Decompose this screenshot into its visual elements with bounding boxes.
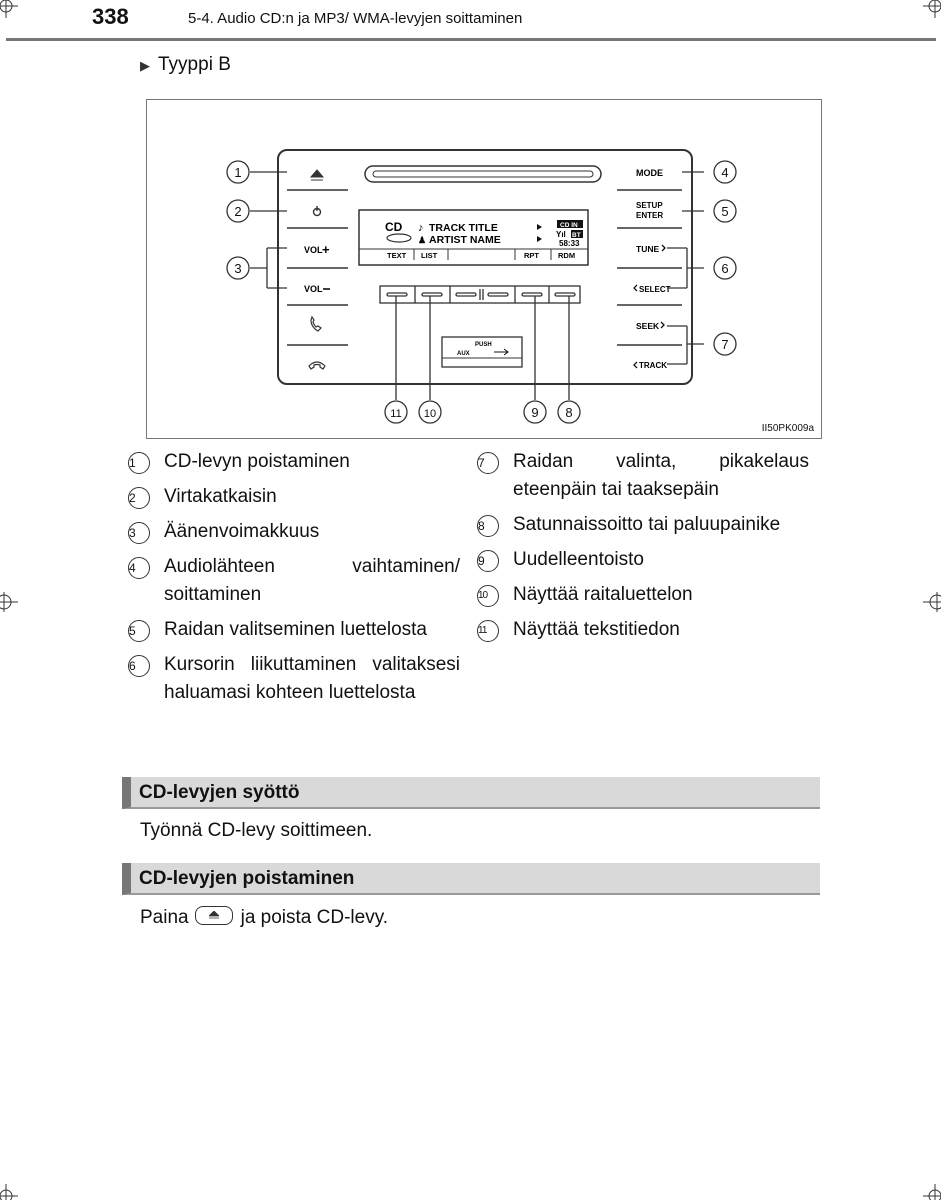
callout-5 bbox=[714, 200, 736, 222]
callout-2 bbox=[227, 200, 249, 222]
legend-item: 6 Kursorin liikuttaminen valitaksesi haluamasi kohteen luettelosta bbox=[129, 654, 460, 703]
legend-item: 2 Virtakatkaisin bbox=[129, 486, 277, 507]
svg-text:+: + bbox=[322, 242, 330, 257]
svg-text:TRACK TITLE: TRACK TITLE bbox=[429, 222, 498, 234]
svg-text:4: 4 bbox=[721, 165, 729, 180]
track-button[interactable] bbox=[634, 361, 667, 370]
variant-label bbox=[140, 54, 231, 76]
crop-mark-mid-left bbox=[0, 590, 20, 614]
cd-slot bbox=[365, 166, 601, 182]
enter-button[interactable]: ENTER bbox=[636, 211, 664, 220]
svg-text:RPT: RPT bbox=[524, 251, 539, 260]
svg-text:SELECT: SELECT bbox=[639, 285, 671, 294]
triangle-bullet-icon: ▶ bbox=[140, 58, 150, 73]
lcd-display bbox=[359, 210, 588, 265]
svg-text:AUX: AUX bbox=[457, 351, 470, 357]
rpt-softkey[interactable] bbox=[522, 293, 542, 296]
header-rule bbox=[6, 38, 936, 41]
svg-text:58:33: 58:33 bbox=[559, 239, 580, 248]
svg-text:6: 6 bbox=[721, 261, 729, 276]
callout-7 bbox=[714, 333, 736, 355]
callout-4 bbox=[714, 161, 736, 183]
svg-text:RDM: RDM bbox=[558, 251, 576, 260]
crop-mark-mid-right bbox=[921, 590, 941, 614]
svg-text:2: 2 bbox=[234, 204, 242, 219]
svg-text:TUNE: TUNE bbox=[636, 244, 660, 254]
callout-6 bbox=[714, 257, 736, 279]
text-softkey[interactable] bbox=[387, 293, 407, 296]
eject-button-icon bbox=[195, 906, 233, 925]
section-header-title: 5-4. Audio CD:n ja MP3/ WMA-levyjen soittaminen bbox=[188, 10, 523, 27]
vol-up-button[interactable] bbox=[304, 242, 330, 257]
svg-text:CD: CD bbox=[385, 220, 403, 234]
svg-text:3: 3 bbox=[234, 261, 242, 276]
setup-button[interactable]: SETUP bbox=[636, 201, 663, 210]
callout-11 bbox=[385, 401, 407, 423]
mode-button[interactable]: MODE bbox=[636, 168, 663, 178]
callout-8 bbox=[558, 401, 580, 423]
svg-text:8: 8 bbox=[565, 405, 573, 420]
callout-10 bbox=[419, 401, 441, 423]
page-number: 338 bbox=[92, 4, 129, 29]
svg-text:PUSH: PUSH bbox=[475, 342, 492, 348]
svg-text:♪: ♪ bbox=[418, 222, 424, 234]
svg-text:TEXT: TEXT bbox=[387, 251, 407, 260]
svg-text:1: 1 bbox=[234, 165, 242, 180]
legend-item: 10 Näyttää raitaluettelon bbox=[478, 584, 693, 605]
svg-text:5: 5 bbox=[721, 204, 729, 219]
select-button[interactable] bbox=[634, 285, 671, 294]
callout-9 bbox=[524, 401, 546, 423]
svg-text:BT: BT bbox=[572, 232, 581, 239]
svg-text:♟: ♟ bbox=[418, 235, 427, 245]
legend-item: 3 Äänenvoimakkuus bbox=[129, 521, 320, 542]
legend-item: 4 Audiolähteen vaihtaminen/ soittaminen bbox=[129, 556, 460, 605]
figure-code: II50PK009a bbox=[761, 423, 814, 434]
legend-item: 7 Raidan valinta, pikakelaus eteenpäin tai taaksepäin bbox=[478, 451, 809, 500]
legend-left-column bbox=[128, 448, 460, 714]
svg-text:CD IN: CD IN bbox=[560, 222, 578, 229]
svg-text:7: 7 bbox=[721, 337, 729, 352]
list-softkey[interactable] bbox=[422, 293, 442, 296]
usb-aux-port[interactable] bbox=[442, 337, 522, 367]
svg-text:SEEK: SEEK bbox=[636, 321, 660, 331]
svg-text:ARTIST NAME: ARTIST NAME bbox=[429, 234, 501, 246]
svg-text:VOL: VOL bbox=[304, 284, 323, 294]
legend-item: 8 Satunnaissoitto tai paluupainike bbox=[478, 514, 781, 535]
section-heading-eject: CD-levyjen poistaminen bbox=[122, 863, 820, 895]
crop-mark-top-left bbox=[0, 0, 20, 20]
audio-unit-diagram bbox=[147, 100, 821, 438]
crop-mark-bottom-left bbox=[0, 1180, 20, 1200]
variant-text: Tyyppi B bbox=[158, 54, 231, 75]
svg-text:9: 9 bbox=[531, 405, 539, 420]
section-body-insert: Työnnä CD-levy soittimeen. bbox=[140, 820, 373, 841]
svg-text:Yıl: Yıl bbox=[556, 230, 566, 239]
callout-1 bbox=[227, 161, 249, 183]
legend-item: 11 Näyttää tekstitiedon bbox=[478, 619, 680, 640]
section-heading-insert: CD-levyjen syöttö bbox=[122, 777, 820, 809]
legend-right-column bbox=[477, 448, 809, 651]
callout-3 bbox=[227, 257, 249, 279]
svg-text:TRACK: TRACK bbox=[639, 361, 667, 370]
svg-text:10: 10 bbox=[423, 408, 437, 420]
svg-text:LIST: LIST bbox=[421, 251, 438, 260]
legend-item: 1 CD-levyn poistaminen bbox=[129, 451, 350, 472]
svg-text:11: 11 bbox=[390, 408, 402, 420]
legend-item: 5 Raidan valitseminen luettelosta bbox=[129, 619, 427, 640]
audio-unit-figure bbox=[146, 99, 822, 439]
svg-text:VOL: VOL bbox=[304, 245, 323, 255]
rdm-softkey[interactable] bbox=[555, 293, 575, 296]
legend-item: 9 Uudelleentoisto bbox=[478, 549, 644, 570]
crop-mark-top-right bbox=[921, 0, 941, 20]
section-body-eject: Paina ja poista CD-levy. bbox=[140, 907, 389, 928]
crop-mark-bottom-right bbox=[921, 1180, 941, 1200]
